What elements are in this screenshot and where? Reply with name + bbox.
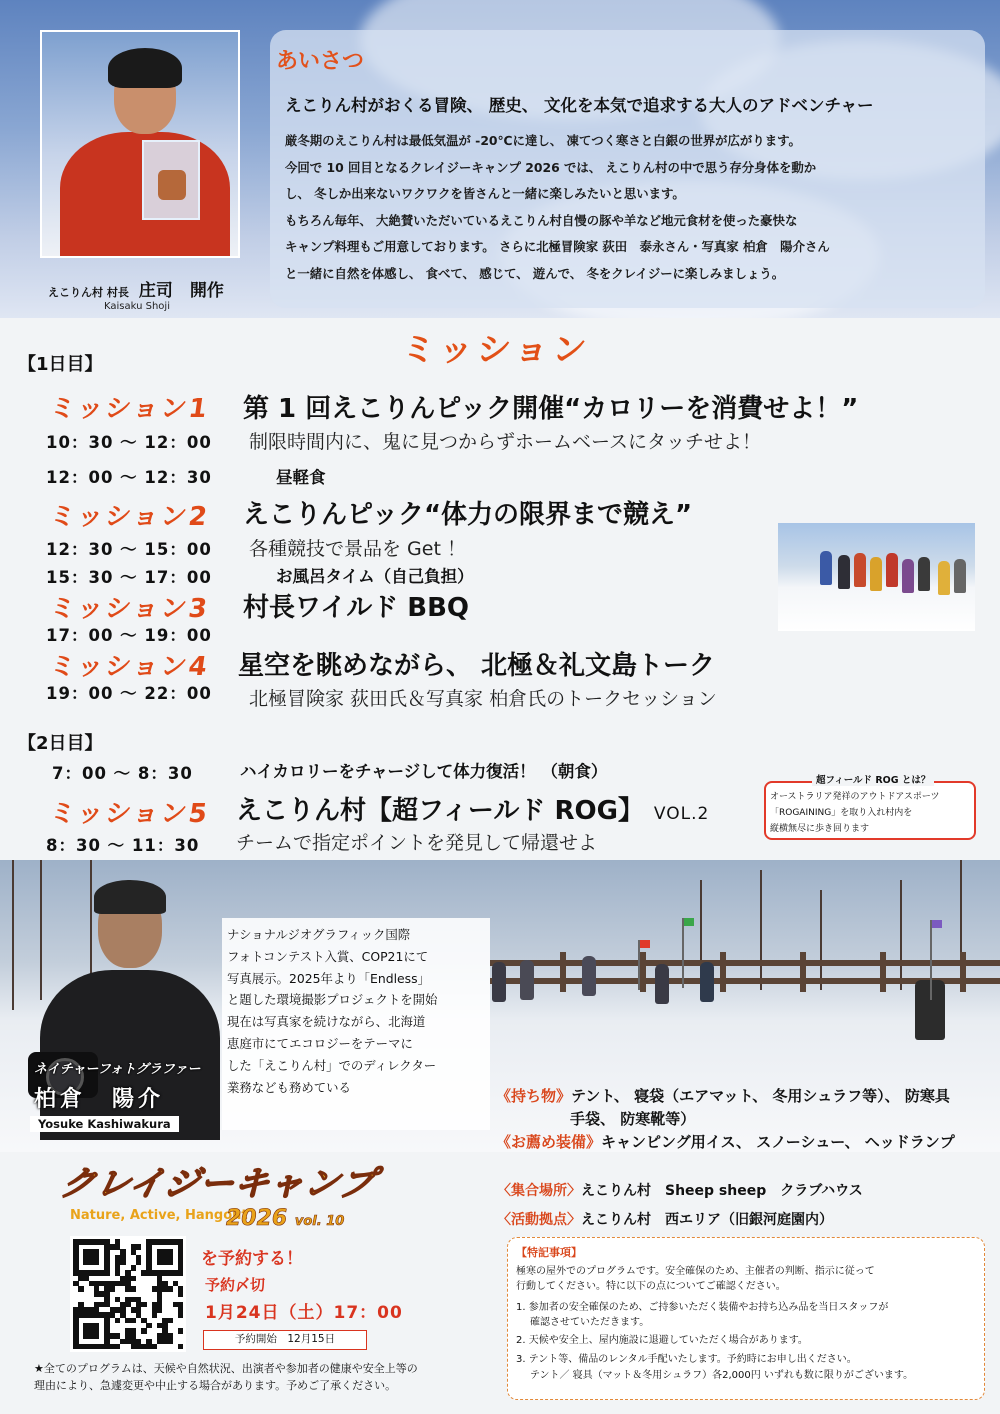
- bio-line: 現在は写真家を続けながら、北海道: [227, 1014, 426, 1030]
- greeting-subtitle: えこりん村がおくる冒険、 歴史、 文化を本気で追求する大人のアドベンチャー: [285, 96, 874, 115]
- mission4-time: 19：00 ～ 22：00: [46, 684, 212, 703]
- special-note-line: 1. 参加者の安全確保のため、ご持参いただく装備やお持ち込み品を当日スタッフが: [516, 1302, 889, 1313]
- bath-time: 15：30 ～ 17：00: [46, 568, 212, 587]
- mission5-label: ミッション5: [47, 799, 211, 829]
- greeting-line: 今回で 10 回目となるクレイジーキャンプ 2026 では、 えこりん村の中で思う存分身体を動か: [285, 159, 817, 175]
- rog-info-line: オーストラリア発祥のアウトドアスポーツ: [770, 792, 940, 802]
- greeting-body: [285, 128, 975, 288]
- photographer-name: 柏倉 陽介: [34, 1087, 165, 1112]
- note-line: ★全てのプログラムは、天候や自然状況、出演者や参加者の健康や安全上等の: [34, 1362, 418, 1375]
- mission1-time: 10：30 ～ 12：00: [46, 433, 212, 452]
- bio-line: ナショナルジオグラフィック国際: [227, 927, 411, 942]
- mission3-heading: 村長ワイルド BBQ: [243, 593, 470, 623]
- photographer-role: ネイチャーフォトグラファー: [34, 1062, 201, 1077]
- reservation-start: 予約開始 12月15日: [203, 1330, 367, 1350]
- breakfast-label: ハイカロリーをチャージして体力復活！ （朝食）: [240, 762, 608, 781]
- rog-info-line: 「ROGAINING」を取り入れ村内を: [770, 808, 913, 818]
- photographer-bio: [227, 924, 489, 1098]
- rog-info-title: 超フィールド ROG とは？: [812, 772, 934, 786]
- greeting-line: 厳冬期のえこりん村は最低気温が -20℃に達し、 凍てつく寒さと白銀の世界が広がります。: [285, 133, 801, 148]
- mission5-desc: チームで指定ポイントを発見して帰還せよ: [236, 832, 598, 854]
- greeting-line: と一緒に自然を体感し、 食べて、 感じて、 遊んで、 冬をクレイジーに楽しみましょう。: [285, 265, 785, 281]
- lunch-time: 12：00 ～ 12：30: [46, 468, 212, 487]
- greeting-line: し、 冬しか出来ないワクワクを皆さんと一緒に楽しみたいと思います。: [285, 186, 685, 202]
- recommended-gear: 《お薦め装備》キャンピング用イス、 スノーシュー、 ヘッドランプ: [496, 1133, 955, 1151]
- mission2-desc: 各種競技で景品を Get ！: [249, 538, 466, 560]
- bio-line: 恵庭市にてエコロジーをテーマに: [227, 1035, 413, 1051]
- lunch-label: 昼軽食: [276, 468, 326, 487]
- bio-line: と題した環境撮影プロジェクトを開始: [227, 992, 438, 1008]
- bio-line: 業務なども務めている: [227, 1079, 351, 1095]
- greeting-title: あいさつ: [276, 49, 365, 74]
- day2-label: 【2日目】: [18, 733, 103, 754]
- chief-romaji: Kaisaku Shoji: [104, 301, 170, 312]
- mission1-label: ミッション1: [47, 394, 211, 424]
- special-note-line: 行動してください。特に以下の点についてご確認ください。: [516, 1281, 786, 1292]
- snowshoe-group-photo: [778, 523, 975, 631]
- rog-info-line: 縦横無尽に歩き回ります: [770, 824, 870, 834]
- mission2-heading: えこりんピック“体力の限界まで競え”: [243, 500, 693, 530]
- deadline-label: 予約〆切: [205, 1276, 266, 1294]
- bath-label: お風呂タイム（自己負担）: [276, 567, 474, 586]
- mission3-time: 17：00 ～ 19：00: [46, 626, 212, 645]
- mission4-desc: 北極冒険家 荻田氏＆写真家 柏倉氏のトークセッション: [249, 688, 717, 710]
- chief-caption: えこりん村 村長 庄司 開作: [48, 281, 224, 301]
- bio-line: フォトコンテスト入賞、COP21にて: [227, 948, 429, 964]
- special-note-line: 確認させていただきます。: [530, 1317, 650, 1328]
- deadline-date: 1月24日（土）17：00: [205, 1303, 403, 1323]
- day1-label: 【1日目】: [18, 354, 103, 375]
- special-note-line: テント／ 寝具（マット＆冬用シュラフ）各2,000円 いずれも数に限りがございます。: [530, 1370, 914, 1381]
- mission5-time: 8：30 ～ 11：30: [46, 836, 200, 855]
- mission4-heading: 星空を眺めながら、 北極＆礼文島トーク: [238, 651, 716, 681]
- mission3-label: ミッション3: [47, 594, 211, 624]
- disclaimer-note: [34, 1360, 474, 1394]
- reservation-qr-code[interactable]: [70, 1236, 186, 1352]
- special-note-line: 極寒の屋外でのプログラムです。安全確保のため、主催者の判断、指示に従って: [516, 1266, 875, 1277]
- crazy-camp-logo: クレイジーキャンプ: [57, 1164, 379, 1204]
- mission1-desc: 制限時間内に、鬼に見つからずホームベースにタッチせよ！: [249, 431, 762, 453]
- village-chief-photo: [40, 30, 240, 258]
- bio-line: した「えこりん村」でのディレクター: [227, 1057, 437, 1073]
- bring-items: 《持ち物》テント、 寝袋（エアマット、 冬用シュラフ等）、 防寒具: [496, 1087, 950, 1105]
- special-note-line: 3. テント等、備品のレンタル手配いたします。予約時にお申し出ください。: [516, 1354, 857, 1365]
- mission5-heading: えこりん村【超フィールド ROG】 VOL.2: [236, 796, 710, 826]
- mission2-label: ミッション2: [47, 502, 211, 532]
- event-year: 2026 vol. 10: [226, 1206, 345, 1231]
- greeting-line: キャンプ料理もご用意しております。 さらに北極冒険家 荻田 泰永さん・写真家 柏倉 陽介さん: [285, 239, 830, 255]
- mission-title: ミッション: [399, 330, 593, 370]
- breakfast-time: 7：00 ～ 8：30: [52, 764, 193, 783]
- bio-line: 写真展示。2025年より「Endless」: [227, 970, 430, 986]
- bring-items-cont: 手袋、 防寒靴等）: [570, 1110, 696, 1128]
- note-line: 理由により、急遽変更や中止する場合があります。予めご了承ください。: [34, 1379, 397, 1392]
- photographer-romaji: Yosuke Kashiwakura: [30, 1116, 179, 1132]
- logo-tagline: Nature, Active, Hangout: [70, 1208, 248, 1223]
- reserve-cta: を予約する！: [201, 1249, 303, 1269]
- meeting-place: 〈集合場所〉えこりん村 Sheep sheep クラブハウス: [497, 1183, 863, 1199]
- mission1-heading: 第 1 回えこりんピック開催“カロリーを消費せよ！”: [243, 394, 859, 424]
- greeting-line: もちろん毎年、 大絶賛いただいているえこりん村自慢の豚や羊など地元食材を使った豪快な: [285, 212, 798, 228]
- special-notes-title: 【特記事項】: [516, 1246, 582, 1259]
- activity-base: 〈活動拠点〉えこりん村 西エリア（旧銀河庭園内）: [497, 1212, 833, 1228]
- special-note-line: 2. 天候や安全上、屋内施設に退避していただく場合があります。: [516, 1335, 808, 1346]
- mission4-label: ミッション4: [47, 652, 211, 682]
- mission2-time: 12：30 ～ 15：00: [46, 540, 212, 559]
